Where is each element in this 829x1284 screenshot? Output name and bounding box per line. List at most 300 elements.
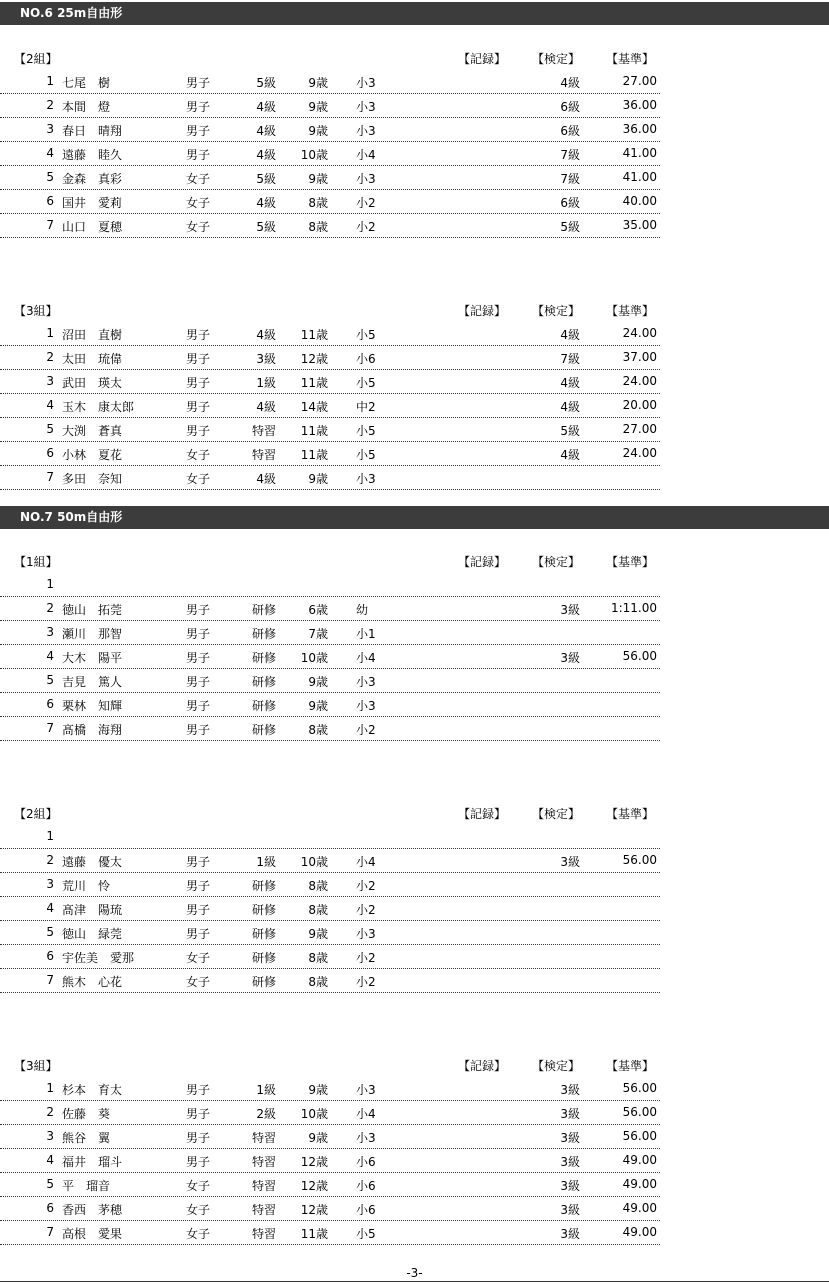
- lane-number: 3: [46, 122, 54, 136]
- lane-number: 5: [46, 925, 54, 939]
- school-grade: 小2: [356, 879, 376, 893]
- lane-number: 4: [46, 398, 54, 412]
- gender: 女子: [186, 172, 211, 186]
- kentei-grade: 4級: [560, 448, 580, 462]
- gender: 女子: [186, 1227, 211, 1241]
- kijun-time: 20.00: [622, 398, 657, 412]
- age: 8歳: [308, 723, 328, 737]
- lane-number: 6: [46, 1201, 54, 1215]
- age: 9歳: [308, 699, 328, 713]
- table-row: [0, 118, 660, 142]
- age: 12歳: [300, 1179, 328, 1193]
- lane-number: 3: [46, 1129, 54, 1143]
- kijun-time: 40.00: [622, 194, 657, 208]
- level: 4級: [256, 100, 276, 114]
- age: 9歳: [308, 76, 328, 90]
- school-grade: 小5: [356, 1227, 376, 1241]
- gender: 男子: [186, 723, 211, 737]
- swimmer-name: 吉見 篤人: [62, 675, 123, 689]
- level: 特習: [251, 1131, 276, 1145]
- gender: 男子: [186, 352, 211, 366]
- lane-number: 4: [46, 1153, 54, 1167]
- swimmer-name: 武田 瑛太: [62, 376, 123, 390]
- lane-number: 5: [46, 1177, 54, 1191]
- kijun-column-header: 【基準】: [606, 1059, 655, 1073]
- lane-number: 5: [46, 170, 54, 184]
- lane-number: 3: [46, 374, 54, 388]
- swimmer-name: 高根 愛果: [62, 1227, 123, 1241]
- kentei-grade: 6級: [560, 124, 580, 138]
- record-column-header: 【記録】: [458, 304, 507, 318]
- school-grade: 小3: [356, 172, 376, 186]
- kentei-grade: 3級: [560, 651, 580, 665]
- kijun-column-header: 【基準】: [606, 555, 655, 569]
- kentei-grade: 3級: [560, 1227, 580, 1241]
- age: 7歳: [308, 627, 328, 641]
- gender: 男子: [186, 627, 211, 641]
- gender: 男子: [186, 855, 211, 869]
- table-row: [0, 645, 660, 669]
- school-grade: 小4: [356, 855, 376, 869]
- age: 12歳: [300, 1155, 328, 1169]
- table-row: [0, 1125, 660, 1149]
- table-row: [0, 1149, 660, 1173]
- level: 研修: [251, 903, 276, 917]
- kijun-time: 27.00: [622, 74, 657, 88]
- kijun-time: 24.00: [622, 374, 657, 388]
- school-grade: 小4: [356, 148, 376, 162]
- kijun-time: 56.00: [622, 649, 657, 663]
- level: 特習: [251, 1155, 276, 1169]
- age: 9歳: [308, 675, 328, 689]
- swimmer-name: 小林 夏花: [62, 448, 123, 462]
- table-row: [0, 466, 660, 490]
- group-name: 【3組】: [14, 304, 58, 318]
- gender: 男子: [186, 699, 211, 713]
- level: 研修: [251, 627, 276, 641]
- kijun-time: 49.00: [622, 1177, 657, 1191]
- lane-number: 4: [46, 649, 54, 663]
- age: 8歳: [308, 951, 328, 965]
- lane-number: 7: [46, 470, 54, 484]
- kentei-grade: 7級: [560, 352, 580, 366]
- school-grade: 中2: [356, 400, 376, 414]
- swimmer-name: 山口 夏穂: [62, 220, 123, 234]
- kentei-grade: 3級: [560, 1083, 580, 1097]
- group-name: 【2組】: [14, 807, 58, 821]
- table-row: [0, 573, 660, 597]
- kijun-time: 37.00: [622, 350, 657, 364]
- level: 1級: [256, 376, 276, 390]
- table-row: [0, 370, 660, 394]
- level: 研修: [251, 675, 276, 689]
- group-name: 【2組】: [14, 52, 58, 66]
- swimmer-name: 栗林 知輝: [62, 699, 123, 713]
- kentei-grade: 4級: [560, 400, 580, 414]
- lane-number: 7: [46, 1225, 54, 1239]
- table-row: [0, 142, 660, 166]
- school-grade: 小3: [356, 472, 376, 486]
- gender: 男子: [186, 376, 211, 390]
- gender: 男子: [186, 1083, 211, 1097]
- section-title: NO.7 50m自由形: [0, 506, 829, 529]
- group-header: [14, 805, 660, 823]
- school-grade: 小6: [356, 1179, 376, 1193]
- school-grade: 小3: [356, 927, 376, 941]
- school-grade: 小2: [356, 975, 376, 989]
- school-grade: 小2: [356, 951, 376, 965]
- lane-number: 6: [46, 697, 54, 711]
- table-row: [0, 394, 660, 418]
- gender: 女子: [186, 975, 211, 989]
- kentei-grade: 7級: [560, 148, 580, 162]
- gender: 男子: [186, 603, 211, 617]
- table-row: [0, 825, 660, 849]
- swimmer-name: 香西 茅穂: [62, 1203, 123, 1217]
- kijun-time: 24.00: [622, 326, 657, 340]
- lane-number: 5: [46, 422, 54, 436]
- level: 特習: [251, 424, 276, 438]
- swimmer-name: 髙津 陽琉: [62, 903, 123, 917]
- record-column-header: 【記録】: [458, 52, 507, 66]
- level: 特習: [251, 1227, 276, 1241]
- swimmer-name: 徳山 拓莞: [62, 603, 123, 617]
- level: 5級: [256, 172, 276, 186]
- kijun-time: 56.00: [622, 1129, 657, 1143]
- level: 3級: [256, 352, 276, 366]
- school-grade: 小3: [356, 124, 376, 138]
- school-grade: 小4: [356, 1107, 376, 1121]
- age: 8歳: [308, 220, 328, 234]
- age: 8歳: [308, 903, 328, 917]
- swimmer-name: 徳山 緑莞: [62, 927, 123, 941]
- age: 11歳: [300, 376, 328, 390]
- kentei-grade: 3級: [560, 1203, 580, 1217]
- kijun-time: 27.00: [622, 422, 657, 436]
- lane-number: 7: [46, 218, 54, 232]
- kentei-grade: 3級: [560, 603, 580, 617]
- swimmer-name: 七尾 樹: [62, 76, 111, 90]
- kentei-grade: 4級: [560, 76, 580, 90]
- gender: 男子: [186, 879, 211, 893]
- lane-number: 1: [46, 829, 54, 843]
- kijun-time: 36.00: [622, 122, 657, 136]
- school-grade: 小2: [356, 196, 376, 210]
- page-number: -3-: [406, 1266, 423, 1280]
- kentei-grade: 3級: [560, 1131, 580, 1145]
- age: 9歳: [308, 1083, 328, 1097]
- gender: 女子: [186, 196, 211, 210]
- level: 研修: [251, 927, 276, 941]
- swimmer-name: 国井 愛莉: [62, 196, 123, 210]
- age: 10歳: [300, 1107, 328, 1121]
- gender: 男子: [186, 1131, 211, 1145]
- kijun-time: 49.00: [622, 1225, 657, 1239]
- kentei-grade: 3級: [560, 855, 580, 869]
- age: 10歳: [300, 148, 328, 162]
- lane-number: 1: [46, 1081, 54, 1095]
- lane-number: 7: [46, 721, 54, 735]
- age: 6歳: [308, 603, 328, 617]
- section-title: NO.6 25m自由形: [0, 2, 829, 25]
- lane-number: 4: [46, 901, 54, 915]
- lane-number: 6: [46, 949, 54, 963]
- lane-number: 2: [46, 350, 54, 364]
- level: 1級: [256, 1083, 276, 1097]
- group-header: [14, 50, 660, 68]
- level: 特習: [251, 448, 276, 462]
- record-column-header: 【記録】: [458, 1059, 507, 1073]
- level: 研修: [251, 723, 276, 737]
- level: 研修: [251, 975, 276, 989]
- group-name: 【1組】: [14, 555, 58, 569]
- lane-number: 1: [46, 326, 54, 340]
- swimmer-name: 宇佐美 愛那: [62, 951, 135, 965]
- swimmer-name: 本間 燈: [62, 100, 111, 114]
- kentei-grade: 6級: [560, 196, 580, 210]
- age: 11歳: [300, 448, 328, 462]
- table-row: [0, 190, 660, 214]
- level: 研修: [251, 951, 276, 965]
- kentei-column-header: 【検定】: [532, 807, 581, 821]
- level: 4級: [256, 148, 276, 162]
- school-grade: 小3: [356, 699, 376, 713]
- lane-number: 3: [46, 877, 54, 891]
- table-row: [0, 945, 660, 969]
- lane-number: 1: [46, 74, 54, 88]
- lane-number: 6: [46, 194, 54, 208]
- lane-number: 6: [46, 446, 54, 460]
- kentei-column-header: 【検定】: [532, 555, 581, 569]
- kentei-grade: 6級: [560, 100, 580, 114]
- footer-divider: [0, 1281, 829, 1282]
- school-grade: 小5: [356, 448, 376, 462]
- table-row: [0, 1173, 660, 1197]
- kijun-time: 56.00: [622, 853, 657, 867]
- school-grade: 小5: [356, 424, 376, 438]
- kentei-grade: 4級: [560, 376, 580, 390]
- swimmer-name: 玉木 康太郎: [62, 400, 135, 414]
- lane-number: 1: [46, 577, 54, 591]
- age: 9歳: [308, 1131, 328, 1145]
- school-grade: 小2: [356, 723, 376, 737]
- school-grade: 小6: [356, 1155, 376, 1169]
- school-grade: 小3: [356, 100, 376, 114]
- school-grade: 小5: [356, 328, 376, 342]
- table-row: [0, 1077, 660, 1101]
- swimmer-name: 熊木 心花: [62, 975, 123, 989]
- gender: 男子: [186, 124, 211, 138]
- lane-number: 2: [46, 853, 54, 867]
- age: 11歳: [300, 424, 328, 438]
- table-row: [0, 418, 660, 442]
- kentei-grade: 5級: [560, 220, 580, 234]
- school-grade: 小1: [356, 627, 376, 641]
- kentei-grade: 3級: [560, 1107, 580, 1121]
- age: 9歳: [308, 927, 328, 941]
- table-row: [0, 969, 660, 993]
- level: 特習: [251, 1179, 276, 1193]
- kijun-time: 1:11.00: [610, 601, 657, 615]
- school-grade: 幼: [356, 603, 369, 617]
- kijun-time: 49.00: [622, 1201, 657, 1215]
- swimmer-name: 平 瑠音: [62, 1179, 111, 1193]
- kentei-grade: 7級: [560, 172, 580, 186]
- kijun-column-header: 【基準】: [606, 304, 655, 318]
- lane-number: 5: [46, 673, 54, 687]
- lane-number: 7: [46, 973, 54, 987]
- gender: 男子: [186, 400, 211, 414]
- swimmer-name: 杉本 育太: [62, 1083, 123, 1097]
- level: 4級: [256, 400, 276, 414]
- gender: 女子: [186, 472, 211, 486]
- kijun-time: 49.00: [622, 1153, 657, 1167]
- level: 1級: [256, 855, 276, 869]
- gender: 女子: [186, 448, 211, 462]
- level: 4級: [256, 196, 276, 210]
- level: 研修: [251, 879, 276, 893]
- swimmer-name: 多田 奈知: [62, 472, 123, 486]
- level: 5級: [256, 76, 276, 90]
- lane-number: 2: [46, 98, 54, 112]
- kijun-time: 56.00: [622, 1081, 657, 1095]
- age: 8歳: [308, 879, 328, 893]
- gender: 女子: [186, 1179, 211, 1193]
- lane-number: 4: [46, 146, 54, 160]
- age: 9歳: [308, 100, 328, 114]
- swimmer-name: 遠藤 優太: [62, 855, 123, 869]
- table-row: [0, 921, 660, 945]
- level: 研修: [251, 699, 276, 713]
- record-column-header: 【記録】: [458, 807, 507, 821]
- level: 研修: [251, 651, 276, 665]
- swimmer-name: 春日 晴翔: [62, 124, 123, 138]
- lane-number: 2: [46, 1105, 54, 1119]
- kentei-grade: 4級: [560, 328, 580, 342]
- age: 10歳: [300, 855, 328, 869]
- age: 8歳: [308, 196, 328, 210]
- table-row: [0, 346, 660, 370]
- table-row: [0, 322, 660, 346]
- lane-number: 3: [46, 625, 54, 639]
- kentei-grade: 3級: [560, 1179, 580, 1193]
- table-row: [0, 166, 660, 190]
- age: 10歳: [300, 651, 328, 665]
- kijun-column-header: 【基準】: [606, 52, 655, 66]
- group-name: 【3組】: [14, 1059, 58, 1073]
- level: 特習: [251, 1203, 276, 1217]
- school-grade: 小3: [356, 1131, 376, 1145]
- kentei-column-header: 【検定】: [532, 304, 581, 318]
- kentei-grade: 5級: [560, 424, 580, 438]
- school-grade: 小6: [356, 352, 376, 366]
- swimmer-name: 金森 真彩: [62, 172, 123, 186]
- kijun-time: 41.00: [622, 146, 657, 160]
- school-grade: 小3: [356, 1083, 376, 1097]
- swimmer-name: 瀬川 那智: [62, 627, 123, 641]
- school-grade: 小3: [356, 76, 376, 90]
- group-header: [14, 1057, 660, 1075]
- table-row: [0, 1101, 660, 1125]
- table-row: [0, 669, 660, 693]
- table-row: [0, 1221, 660, 1245]
- table-row: [0, 621, 660, 645]
- swimmer-name: 福井 瑠斗: [62, 1155, 123, 1169]
- age: 8歳: [308, 975, 328, 989]
- gender: 男子: [186, 1155, 211, 1169]
- swimmer-name: 大渕 蒼真: [62, 424, 123, 438]
- table-row: [0, 1197, 660, 1221]
- school-grade: 小4: [356, 651, 376, 665]
- level: 5級: [256, 220, 276, 234]
- table-row: [0, 70, 660, 94]
- table-row: [0, 873, 660, 897]
- group-header: [14, 302, 660, 320]
- age: 11歳: [300, 328, 328, 342]
- table-row: [0, 597, 660, 621]
- age: 9歳: [308, 472, 328, 486]
- gender: 男子: [186, 328, 211, 342]
- school-grade: 小5: [356, 376, 376, 390]
- table-row: [0, 849, 660, 873]
- age: 9歳: [308, 124, 328, 138]
- gender: 女子: [186, 220, 211, 234]
- school-grade: 小2: [356, 903, 376, 917]
- table-row: [0, 717, 660, 741]
- table-row: [0, 94, 660, 118]
- kijun-column-header: 【基準】: [606, 807, 655, 821]
- table-row: [0, 442, 660, 466]
- gender: 女子: [186, 1203, 211, 1217]
- gender: 男子: [186, 424, 211, 438]
- kentei-column-header: 【検定】: [532, 1059, 581, 1073]
- level: 2級: [256, 1107, 276, 1121]
- gender: 男子: [186, 148, 211, 162]
- gender: 男子: [186, 927, 211, 941]
- age: 11歳: [300, 1227, 328, 1241]
- table-row: [0, 214, 660, 238]
- kijun-time: 56.00: [622, 1105, 657, 1119]
- kijun-time: 41.00: [622, 170, 657, 184]
- gender: 男子: [186, 675, 211, 689]
- group-header: [14, 553, 660, 571]
- gender: 男子: [186, 1107, 211, 1121]
- swimmer-name: 遠藤 睦久: [62, 148, 123, 162]
- table-row: [0, 897, 660, 921]
- gender: 男子: [186, 903, 211, 917]
- school-grade: 小2: [356, 220, 376, 234]
- school-grade: 小6: [356, 1203, 376, 1217]
- kentei-grade: 3級: [560, 1155, 580, 1169]
- level: 4級: [256, 124, 276, 138]
- swimmer-name: 髙橋 海翔: [62, 723, 123, 737]
- swimmer-name: 太田 琉偉: [62, 352, 123, 366]
- age: 14歳: [300, 400, 328, 414]
- level: 4級: [256, 328, 276, 342]
- swimmer-name: 荒川 怜: [62, 879, 111, 893]
- table-row: [0, 693, 660, 717]
- swimmer-name: 熊谷 翼: [62, 1131, 111, 1145]
- lane-number: 2: [46, 601, 54, 615]
- kijun-time: 36.00: [622, 98, 657, 112]
- age: 9歳: [308, 172, 328, 186]
- kentei-column-header: 【検定】: [532, 52, 581, 66]
- level: 4級: [256, 472, 276, 486]
- gender: 男子: [186, 76, 211, 90]
- age: 12歳: [300, 352, 328, 366]
- gender: 男子: [186, 100, 211, 114]
- kijun-time: 35.00: [622, 218, 657, 232]
